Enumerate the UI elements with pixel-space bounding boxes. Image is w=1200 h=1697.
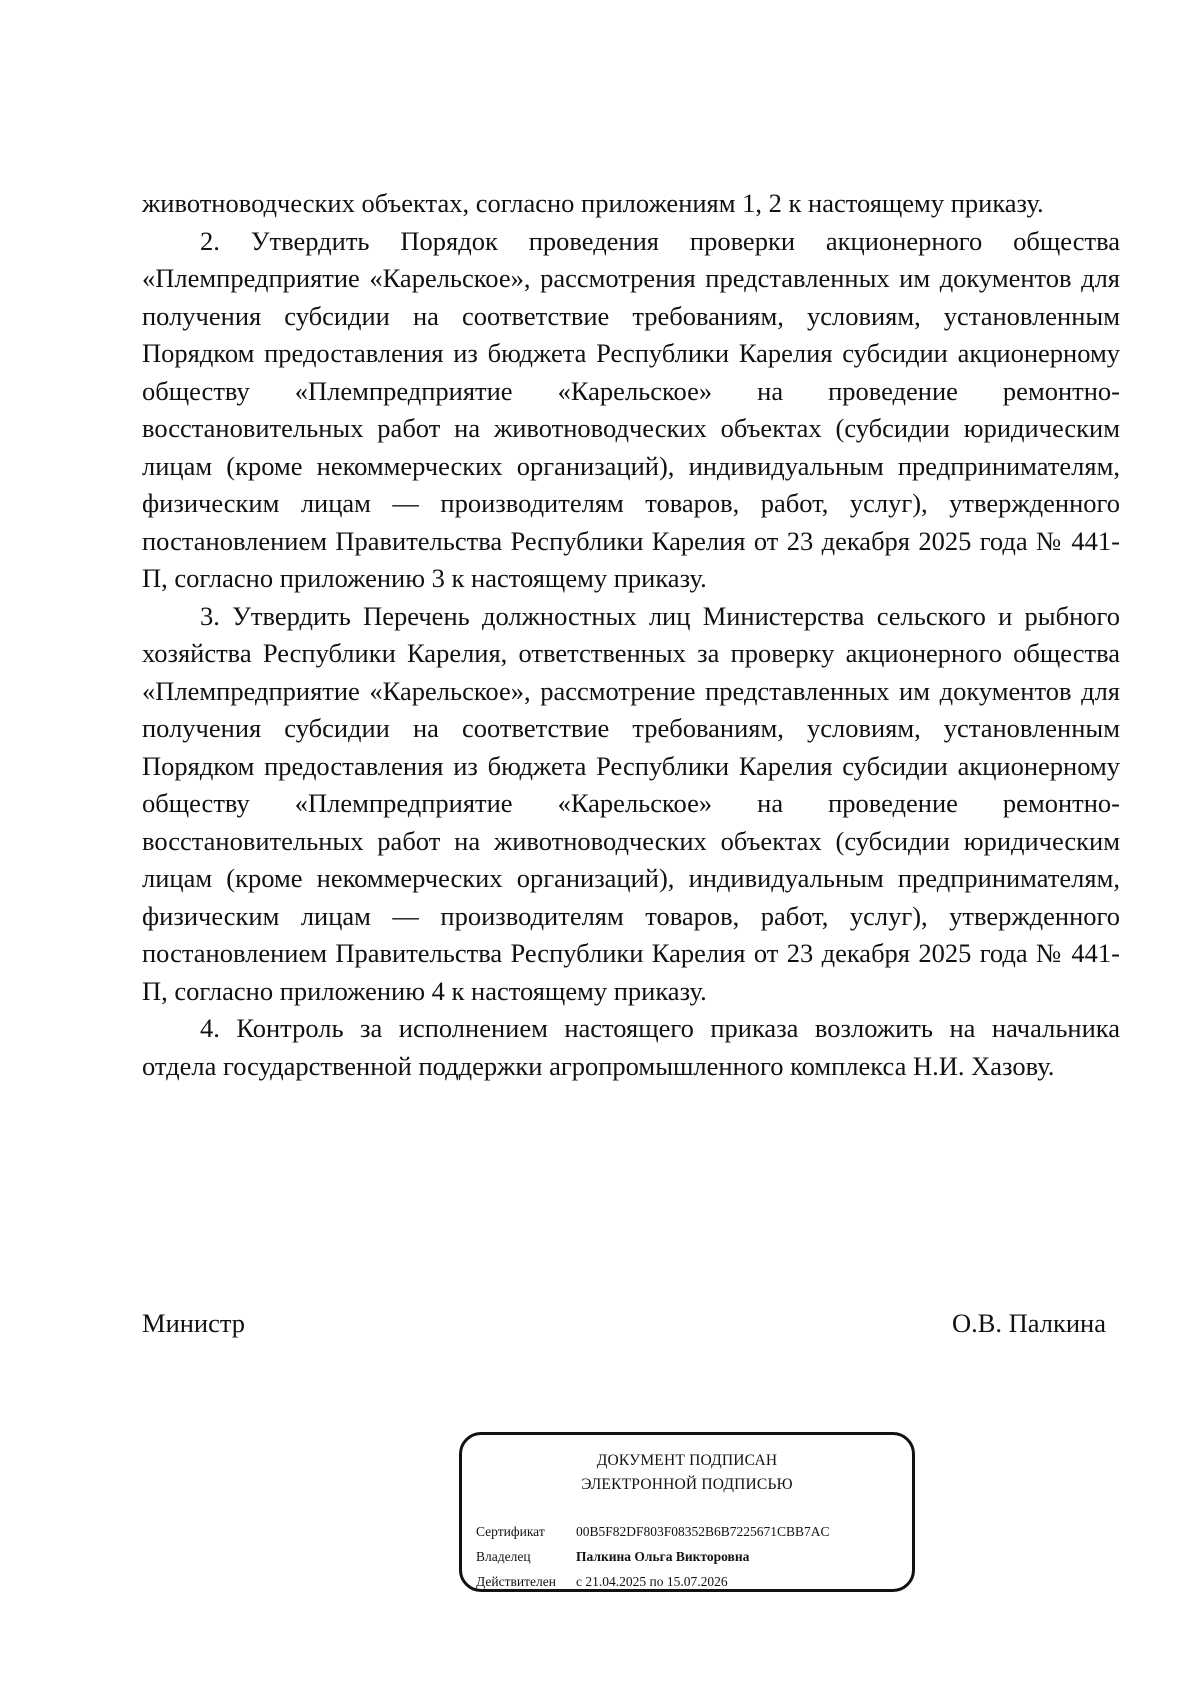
certificate-value: 00B5F82DF803F08352B6B7225671CBB7AC [576,1524,830,1539]
paragraph-1-continuation: животноводческих объектах, согласно приложениям 1, 2 к настоящему приказу. [142,188,1044,218]
signatory-name: О.В. Палкина [951,1308,1106,1338]
owner-label: Владелец [476,1549,531,1564]
signatory-title: Министр [142,1308,246,1338]
paragraph-item-3: 3. Утвердить Перечень должностных лиц Министерства сельского и рыбного хозяйства Республики Карелия, ответственных за проверку акционерного общества «Племпредприятие «Карельское», рассмотрение представленных им документов для получения субсидии на соответствие требованиям, условиям, установленным Порядком предоставления из бюджета Республики Карелия субсидии акционерному обществу «Племпредприятие «Карельское» на проведение ремонтно-восстановительных работ на животноводческих объектах (субсидии юридическим лицам (кроме некоммерческих организаций), индивидуальным предпринимателям, физическим лицам — производителям товаров, работ, услуг), утвержденного постановлением Правительства Республики Карелия от 23 декабря 2025 года № 441-П, согласно приложению 4 к настоящему приказу. [142,600,1120,1006]
stamp-validity-row [476,1573,728,1591]
owner-value: Палкина Ольга Викторовна [576,1549,750,1564]
electronic-signature-stamp [459,1432,915,1592]
validity-value: с 21.04.2025 по 15.07.2026 [576,1574,728,1589]
validity-label: Действителен [476,1574,556,1589]
paragraph-item-4: 4. Контроль за исполнением настоящего приказа возложить на начальника отдела государственной поддержки агропромышленного комплекса Н.И. Хазову. [142,1013,1120,1081]
order-body [142,185,1120,1085]
stamp-header-line-1: ДОКУМЕНТ ПОДПИСАН [596,1452,778,1469]
stamp-owner-row [476,1548,749,1566]
paragraph-item-2: 2. Утвердить Порядок проведения проверки акционерного общества «Племпредприятие «Карельское», рассмотрения представленных им документов для получения субсидии на соответствие требованиям, условиям, установленным Порядком предоставления из бюджета Республики Карелия субсидии акционерному обществу «Племпредприятие «Карельское» на проведение ремонтно-восстановительных работ на животноводческих объектах (субсидии юридическим лицам (кроме некоммерческих организаций), индивидуальным предпринимателям, физическим лицам — производителям товаров, работ, услуг), утвержденного постановлением Правительства Республики Карелия от 23 декабря 2025 года № 441-П, согласно приложению 3 к настоящему приказу. [142,225,1120,593]
stamp-header-line-2: ЭЛЕКТРОННОЙ ПОДПИСЬЮ [581,1476,793,1493]
certificate-label: Сертификат [476,1524,545,1539]
stamp-header [462,1449,912,1497]
stamp-certificate-row [476,1523,830,1541]
